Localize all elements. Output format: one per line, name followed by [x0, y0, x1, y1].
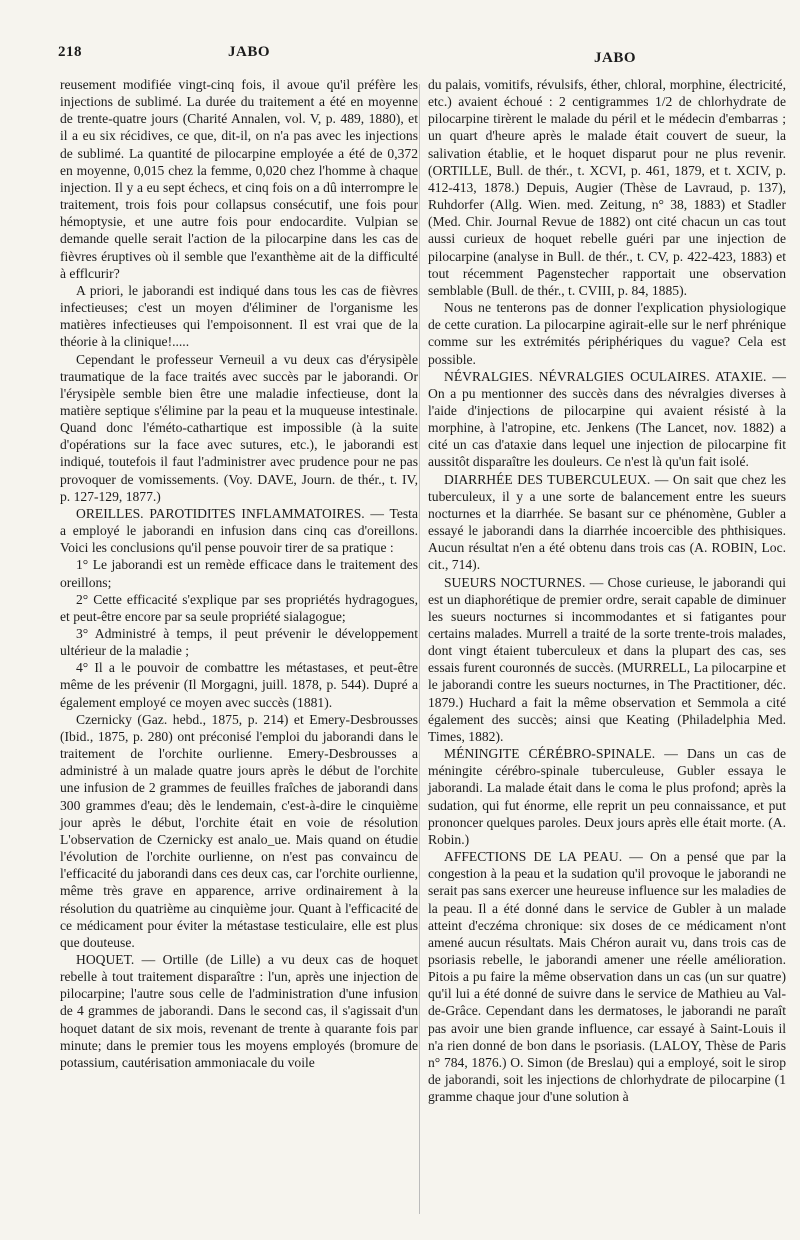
paragraph: Cependant le professeur Verneuil a vu deux cas d'érysipèle traumatique de la face traités avec succès par le jaborandi. Or l'érysipèle semble bien être une maladie infectieuse, dont la matière septique s'élimine par la peau et la muqueuse intestinale. Quand donc l'éméto-cathartique est impossible (à la suite d'opérations sur la face avec sutures, etc.), le jaborandi est indiqué, toutefois il faut l'administrer avec prudence pour ne pas provoquer de vomissements. (Voy. DAVE, Journ. de thér., t. IV, p. 127-129, 1877.) — [60, 351, 418, 504]
paragraph: Nous ne tenterons pas de donner l'explication physiologique de cette curation. La pilocarpine agirait-elle sur le nerf phrénique comme sur les extrémités périphériques du vague? Cela est possible. — [428, 300, 786, 367]
paragraph-sueurs: SUEURS NOCTURNES. — Chose curieuse, le jaborandi qui est un diaphorétique de premier ordre, serait capable de diminuer les sueurs nocturnes si incommodantes et si fatigantes pour certains malades. Murrell a traité de la sorte trente-trois malades, dont vingt étaient tuberculeux et dans la plupart des cas, ses essais furent couronnés de succès. (MURRELL, La pilocarpine et le jaborandi contre les sueurs nocturnes, in The Practitioner, déc. 1879.) Huchard a fait la même observation et Semmola a cité également des succès; ainsi que Keating (Philadelphia Med. Times, 1882). — [428, 574, 786, 744]
paragraph: du palais, vomitifs, révulsifs, éther, chloral, morphine, électricité, etc.) avaient échoué : 2 centigrammes 1/2 de chlorhydrate de pilocarpine tirèrent le malade du péril et le médecin d'embarras ; un quart d'heure après le malade était couvert de sueur, la salivation établie, et le hoquet disparut pour ne plus revenir. (ORTILLE, Bull. de thér., t. XCVI, p. 461, 1879, et t. XCIV, p. 412-413, 1878.) Depuis, Augier (Thèse de Lavraud, p. 137), Ruhdorfer (Allg. Wien. med. Zeitung, n° 38, 1883) et Stadler (Med. Chir. Journal Revue de 1882) ont cité chacun un cas tout aussi curieux de hoquet rebelle guéri par une injection de pilocarpine (analyse in Bull. de thér., t. CV, p. 422-423, 1883) et tout récemment Pagenstecher rapportait une observation semblable (Bull. de thér., t. CVIII, p. 84, 1885). — [428, 77, 786, 298]
paragraph: reusement modifiée vingt-cinq fois, il avoue qu'il préfère les injections de sublimé. La durée du traitement a été en moyenne de trente-quatre jours (Charité Annalen, vol. V, p. 489, 1880), et il a eu six récidives, ce que, dit-il, on n'a pas avec les injections de sublimé. La quantité de pilocarpine employée a été de 0,372 en moyenne, 0,015 chez la femme, 0,020 chez l'homme à chaque injection. Il y a eu sept échecs, et cinq fois on a dû interrompre le traitement, trois fois pour collapsus consécutif, une fois pour hémoptysie, et une autre fois pour endocardite. Vulpian se demande quelle serait l'action de la pilocarpine dans les cas de fièvres éruptives où il semble que l'exanthème ait de la difficulté à efflcurir? — [60, 77, 418, 281]
paragraph-meningite: MÉNINGITE CÉRÉBRO-SPINALE. — Dans un cas de méningite cérébro-spinale tuberculeuse, Gubler essaya le jaborandi. La malade était dans le coma le plus profond; après la sudation, qui fut énorme, elle reprit un peu connaissance, et put prononcer quelques paroles. Deux jours après elle était morte. (A. Robin.) — [428, 746, 786, 847]
list-item: 1° Le jaborandi est un remède efficace dans le traitement des oreillons; — [60, 557, 418, 590]
paragraph-diarrhee: DIARRHÉE DES TUBERCULEUX. — On sait que chez les tuberculeux, il y a une sorte de balancement entre les sueurs nocturnes et la diarrhée. Se basant sur ce phénomène, Gubler a essayé le jaborandi dans la diarrhée incoercible des phthisiques. Aucun résultat n'en a été obtenu dans trois cas (A. ROBIN, Loc. cit., 714). — [428, 471, 786, 573]
paragraph-hoquet: HOQUET. — Ortille (de Lille) a vu deux cas de hoquet rebelle à tout traitement disparaître : l'un, après une injection de pilocarpine; l'autre sous celle de l'administration d'une infusion de 4 grammes de jaborandi. Dans le second cas, il s'agissait d'un hoquet datant de six mois, revenant de trente à quarante fois par minute; dans le premier tous les moyens employés (bromure de potassium, cautérisation ammoniacale du voile — [60, 951, 418, 1070]
paragraph-peau: AFFECTIONS DE LA PEAU. — On a pensé que par la congestion à la peau et la sudation qu'il provoque le jaborandi ne serait pas sans exercer une heureuse influence sur les maladies de la peau. Il a été donné dans le service de Gubler à un malade atteint d'eczéma chronique: six doses de ce médicament n'ont amené aucun résultats. Mais Chéron aurait vu, dans trois cas de psoriasis rebelle, le jaborandi amener une réelle amélioration. Pitois a pu faire la même observation dans un cas (un sur quatre) qu'il lui a été donné de suivre dans le service de Mathieu au Val-de-Grâce. Cependant dans les dermatoses, le jaborandi ne paraît pas avoir une bien grande influence, car essayé à Saint-Louis il n'a rien donné de bon dans le psoriasis. (LALOY, Thèse de Paris n° 784, 1876.) O. Simon (de Breslau) qui a employé, soit le sirop de jaborandi, soit les injections de chlorhydrate de pilocarpine (1 gramme chaque jour d'une solution à — [428, 849, 786, 1105]
list-item: 3° Administré à temps, il peut prévenir le développement ultérieur de la maladie ; — [60, 626, 418, 659]
paragraph-oreilles: OREILLES. PAROTIDITES INFLAMMATOIRES. — Testa a employé le jaborandi en infusion dans cinq cas d'oreillons. Voici les conclusions qu'il pense pouvoir tirer de sa pratique : — [60, 505, 418, 556]
left-column — [60, 76, 418, 1071]
right-column — [428, 76, 786, 1105]
list-item: 2° Cette efficacité s'explique par ses propriétés hydragogues, et peut-être encore par sa seule propriété sialagogue; — [60, 591, 418, 624]
column-divider — [419, 84, 420, 1214]
running-head-right: JABO — [594, 50, 637, 66]
page-number: 218 — [58, 44, 82, 60]
paragraph: Czernicky (Gaz. hebd., 1875, p. 214) et Emery-Desbrousses (Ibid., 1875, p. 280) ont préconisé l'emploi du jaborandi dans le traitement de l'orchite ourlienne. Emery-Desbrousses a administré à un malade quatre jours après le début de l'orchite une infusion de 2 grammes de feuilles fraîches de jaborandi dans 300 grammes d'eau; dès le lendemain, c'est-à-dire le cinquième jour après le début, l'orchite était en voie de résolution L'observation de Czernicky est analo_ue. Mais quand on étudie l'évolution de l'orchite ourlienne, on n'est pas convaincu de l'efficacité du jaborandi dans ces deux cas, car l'orchite ourlienne, même très grave en apparence, arrive ordinairement à la résolution du quatrième au cinquième jour. Quant à l'efficacité de ce médicament pour éviter la métastase testiculaire, elle est plus que douteuse. — [60, 711, 418, 950]
paragraph: A priori, le jaborandi est indiqué dans tous les cas de fièvres infectieuses; c'est un moyen d'éliminer de l'organisme les matières infectieuses qui l'empoisonnent. Il est vrai que de la théorie à la clinique!..... — [60, 282, 418, 350]
list-item: 4° Il a le pouvoir de combattre les métastases, et peut-être même de les prévenir (Il Morgagni, juill. 1878, p. 544). Dupré a également employé ce moyen avec succès (1881). — [60, 660, 418, 710]
paragraph-nevralgies: NÉVRALGIES. NÉVRALGIES OCULAIRES. ATAXIE. — On a pu mentionner des succès dans des névralgies diverses à l'aide d'injections de pilocarpine qui avaient résisté à la morphine, à l'atropine, etc. Jenkens (The Lancet, nov. 1882) a cité un cas d'ataxie dans lequel une injection de pilocarpine fit aussitôt disparaître les douleurs. Ce n'est là qu'un fait isolé. — [428, 368, 786, 470]
running-head-left: JABO — [228, 44, 271, 60]
